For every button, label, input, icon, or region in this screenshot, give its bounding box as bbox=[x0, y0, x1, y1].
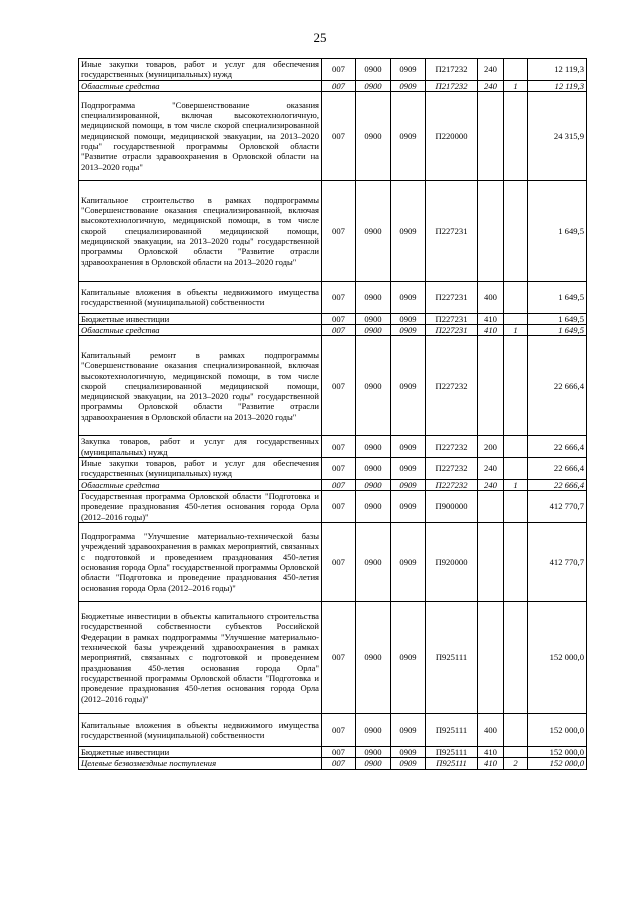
subsection-code: 0909 bbox=[391, 758, 426, 769]
funding-source bbox=[504, 91, 528, 180]
row-name: Областные средства bbox=[79, 325, 322, 336]
section-code: 0900 bbox=[356, 490, 391, 522]
expense-type: 240 bbox=[478, 59, 504, 81]
row-name: Подпрограмма "Совершенствование оказания специализированной, включая высокотехнологичную, медицинской помощи, в том числе скорой специализированной медицинской помощи, медицинской эвакуации, на 2013–2020 годы" государственной программы Орловской области "Развитие отрасли здравоохранения в Орловской области на 2013–2020 годы" bbox=[79, 91, 322, 180]
table-row bbox=[79, 336, 587, 436]
funding-source: 1 bbox=[504, 325, 528, 336]
funding-source bbox=[504, 281, 528, 313]
row-name: Бюджетные инвестиции bbox=[79, 313, 322, 324]
page-number: 25 bbox=[313, 30, 327, 45]
row-name: Капитальные вложения в объекты недвижимого имущества государственной (муниципальной) собственности bbox=[79, 281, 322, 313]
table-row bbox=[79, 758, 587, 769]
subsection-code: 0909 bbox=[391, 313, 426, 324]
subsection-code: 0909 bbox=[391, 479, 426, 490]
section-code: 0900 bbox=[356, 458, 391, 480]
admin-code: 007 bbox=[322, 601, 356, 713]
amount: 152 000,0 bbox=[528, 601, 587, 713]
admin-code: 007 bbox=[322, 180, 356, 281]
amount: 152 000,0 bbox=[528, 746, 587, 757]
expense-type bbox=[478, 336, 504, 436]
target-article: П227231 bbox=[426, 281, 478, 313]
expense-type: 410 bbox=[478, 313, 504, 324]
section-code: 0900 bbox=[356, 479, 391, 490]
section-code: 0900 bbox=[356, 80, 391, 91]
section-code: 0900 bbox=[356, 436, 391, 458]
section-code: 0900 bbox=[356, 746, 391, 757]
subsection-code: 0909 bbox=[391, 281, 426, 313]
expense-type: 240 bbox=[478, 458, 504, 480]
subsection-code: 0909 bbox=[391, 713, 426, 746]
admin-code: 007 bbox=[322, 713, 356, 746]
admin-code: 007 bbox=[322, 325, 356, 336]
funding-source bbox=[504, 490, 528, 522]
row-name: Капитальный ремонт в рамках подпрограммы "Совершенствование оказания специализированной, включая высокотехнологичную, медицинской помощи, в том числе скорой специализированной медицинской помощи, медицинской эвакуации, на 2013–2020 годы" государственной программы Орловской области "Развитие отрасли здравоохранения в Орловской области на 2013–2020 годы" bbox=[79, 336, 322, 436]
funding-source bbox=[504, 336, 528, 436]
table-row bbox=[79, 601, 587, 713]
row-name: Иные закупки товаров, работ и услуг для обеспечения государственных (муниципальных) нужд bbox=[79, 59, 322, 81]
expense-type bbox=[478, 601, 504, 713]
section-code: 0900 bbox=[356, 336, 391, 436]
admin-code: 007 bbox=[322, 281, 356, 313]
admin-code: 007 bbox=[322, 313, 356, 324]
expense-type: 400 bbox=[478, 713, 504, 746]
row-name: Областные средства bbox=[79, 479, 322, 490]
row-name: Областные средства bbox=[79, 80, 322, 91]
funding-source bbox=[504, 458, 528, 480]
amount: 1 649,5 bbox=[528, 313, 587, 324]
funding-source: 2 bbox=[504, 758, 528, 769]
subsection-code: 0909 bbox=[391, 336, 426, 436]
row-name: Подпрограмма "Улучшение материально-технической базы учреждений здравоохранения в рамках мероприятий, связанных с подготовкой и проведением празднования 450-летия основания города Орла" государственной программы Орловской области "Подготовка и проведение празднования 450-летия основания города Орла (2012–2016 годы)" bbox=[79, 522, 322, 601]
admin-code: 007 bbox=[322, 522, 356, 601]
admin-code: 007 bbox=[322, 436, 356, 458]
admin-code: 007 bbox=[322, 91, 356, 180]
section-code: 0900 bbox=[356, 281, 391, 313]
funding-source bbox=[504, 601, 528, 713]
section-code: 0900 bbox=[356, 59, 391, 81]
target-article: П217232 bbox=[426, 80, 478, 91]
table-row bbox=[79, 458, 587, 480]
target-article: П217232 bbox=[426, 59, 478, 81]
subsection-code: 0909 bbox=[391, 325, 426, 336]
row-name: Капитальное строительство в рамках подпрограммы "Совершенствование оказания специализированной, включая высокотехнологичную, медицинской помощи, в том числе скорой специализированной медицинской помощи, медицинской эвакуации, на 2013–2020 годы" государственной программы Орловской области "Развитие отрасли здравоохранения в Орловской области на 2013–2020 годы" bbox=[79, 180, 322, 281]
section-code: 0900 bbox=[356, 522, 391, 601]
admin-code: 007 bbox=[322, 80, 356, 91]
subsection-code: 0909 bbox=[391, 59, 426, 81]
amount: 152 000,0 bbox=[528, 758, 587, 769]
table-row bbox=[79, 325, 587, 336]
section-code: 0900 bbox=[356, 601, 391, 713]
funding-source bbox=[504, 59, 528, 81]
expense-type: 240 bbox=[478, 80, 504, 91]
subsection-code: 0909 bbox=[391, 746, 426, 757]
table-row bbox=[79, 479, 587, 490]
row-name: Иные закупки товаров, работ и услуг для обеспечения государственных (муниципальных) нужд bbox=[79, 458, 322, 480]
amount: 22 666,4 bbox=[528, 479, 587, 490]
subsection-code: 0909 bbox=[391, 91, 426, 180]
table-row bbox=[79, 490, 587, 522]
subsection-code: 0909 bbox=[391, 490, 426, 522]
expense-type bbox=[478, 180, 504, 281]
amount: 152 000,0 bbox=[528, 713, 587, 746]
expense-type bbox=[478, 91, 504, 180]
funding-source bbox=[504, 713, 528, 746]
expense-type: 410 bbox=[478, 746, 504, 757]
target-article: П925111 bbox=[426, 601, 478, 713]
expense-type: 410 bbox=[478, 325, 504, 336]
table-row bbox=[79, 713, 587, 746]
target-article: П227232 bbox=[426, 436, 478, 458]
table-row bbox=[79, 746, 587, 757]
row-name: Государственная программа Орловской области "Подготовка и проведение празднования 450-летия основания города Орла (2012–2016 годы)" bbox=[79, 490, 322, 522]
funding-source bbox=[504, 313, 528, 324]
table-row bbox=[79, 180, 587, 281]
subsection-code: 0909 bbox=[391, 458, 426, 480]
expense-type bbox=[478, 522, 504, 601]
admin-code: 007 bbox=[322, 336, 356, 436]
target-article: П900000 bbox=[426, 490, 478, 522]
target-article: П227231 bbox=[426, 313, 478, 324]
expense-type: 400 bbox=[478, 281, 504, 313]
row-name: Бюджетные инвестиции в объекты капитального строительства государственной собственности субъектов Российской Федерации в рамках подпрограммы "Улучшение материально-технической базы учреждений здравоохранения в рамках мероприятий, связанных с подготовкой и проведением празднования 450-летия основания города Орла" государственной программы Орловской области "Подготовка и проведение празднования 450-летия основания города Орла (2012–2016 годы)" bbox=[79, 601, 322, 713]
target-article: П227232 bbox=[426, 336, 478, 436]
admin-code: 007 bbox=[322, 490, 356, 522]
admin-code: 007 bbox=[322, 458, 356, 480]
section-code: 0900 bbox=[356, 758, 391, 769]
row-name: Целевые безвозмездные поступления bbox=[79, 758, 322, 769]
target-article: П227231 bbox=[426, 180, 478, 281]
target-article: П227231 bbox=[426, 325, 478, 336]
table-row bbox=[79, 436, 587, 458]
section-code: 0900 bbox=[356, 91, 391, 180]
table-row bbox=[79, 313, 587, 324]
amount: 12 119,3 bbox=[528, 80, 587, 91]
expense-type bbox=[478, 490, 504, 522]
funding-source bbox=[504, 746, 528, 757]
subsection-code: 0909 bbox=[391, 436, 426, 458]
subsection-code: 0909 bbox=[391, 522, 426, 601]
funding-source: 1 bbox=[504, 479, 528, 490]
target-article: П920000 bbox=[426, 522, 478, 601]
target-article: П925111 bbox=[426, 746, 478, 757]
table-row bbox=[79, 80, 587, 91]
amount: 22 666,4 bbox=[528, 458, 587, 480]
admin-code: 007 bbox=[322, 479, 356, 490]
amount: 12 119,3 bbox=[528, 59, 587, 81]
subsection-code: 0909 bbox=[391, 80, 426, 91]
section-code: 0900 bbox=[356, 713, 391, 746]
budget-table bbox=[78, 58, 587, 770]
row-name: Закупка товаров, работ и услуг для государственных (муниципальных) нужд bbox=[79, 436, 322, 458]
target-article: П925111 bbox=[426, 713, 478, 746]
table-row bbox=[79, 59, 587, 81]
target-article: П227232 bbox=[426, 479, 478, 490]
amount: 1 649,5 bbox=[528, 180, 587, 281]
table-row bbox=[79, 522, 587, 601]
target-article: П220000 bbox=[426, 91, 478, 180]
amount: 412 770,7 bbox=[528, 490, 587, 522]
admin-code: 007 bbox=[322, 758, 356, 769]
funding-source bbox=[504, 522, 528, 601]
amount: 22 666,4 bbox=[528, 336, 587, 436]
subsection-code: 0909 bbox=[391, 180, 426, 281]
amount: 24 315,9 bbox=[528, 91, 587, 180]
expense-type: 240 bbox=[478, 479, 504, 490]
section-code: 0900 bbox=[356, 313, 391, 324]
row-name: Капитальные вложения в объекты недвижимого имущества государственной (муниципальной) собственности bbox=[79, 713, 322, 746]
funding-source: 1 bbox=[504, 80, 528, 91]
target-article: П925111 bbox=[426, 758, 478, 769]
admin-code: 007 bbox=[322, 59, 356, 81]
target-article: П227232 bbox=[426, 458, 478, 480]
expense-type: 200 bbox=[478, 436, 504, 458]
section-code: 0900 bbox=[356, 325, 391, 336]
section-code: 0900 bbox=[356, 180, 391, 281]
amount: 22 666,4 bbox=[528, 436, 587, 458]
row-name: Бюджетные инвестиции bbox=[79, 746, 322, 757]
table-row bbox=[79, 281, 587, 313]
amount: 412 770,7 bbox=[528, 522, 587, 601]
amount: 1 649,5 bbox=[528, 281, 587, 313]
admin-code: 007 bbox=[322, 746, 356, 757]
funding-source bbox=[504, 436, 528, 458]
amount: 1 649,5 bbox=[528, 325, 587, 336]
funding-source bbox=[504, 180, 528, 281]
table-row bbox=[79, 91, 587, 180]
expense-type: 410 bbox=[478, 758, 504, 769]
subsection-code: 0909 bbox=[391, 601, 426, 713]
